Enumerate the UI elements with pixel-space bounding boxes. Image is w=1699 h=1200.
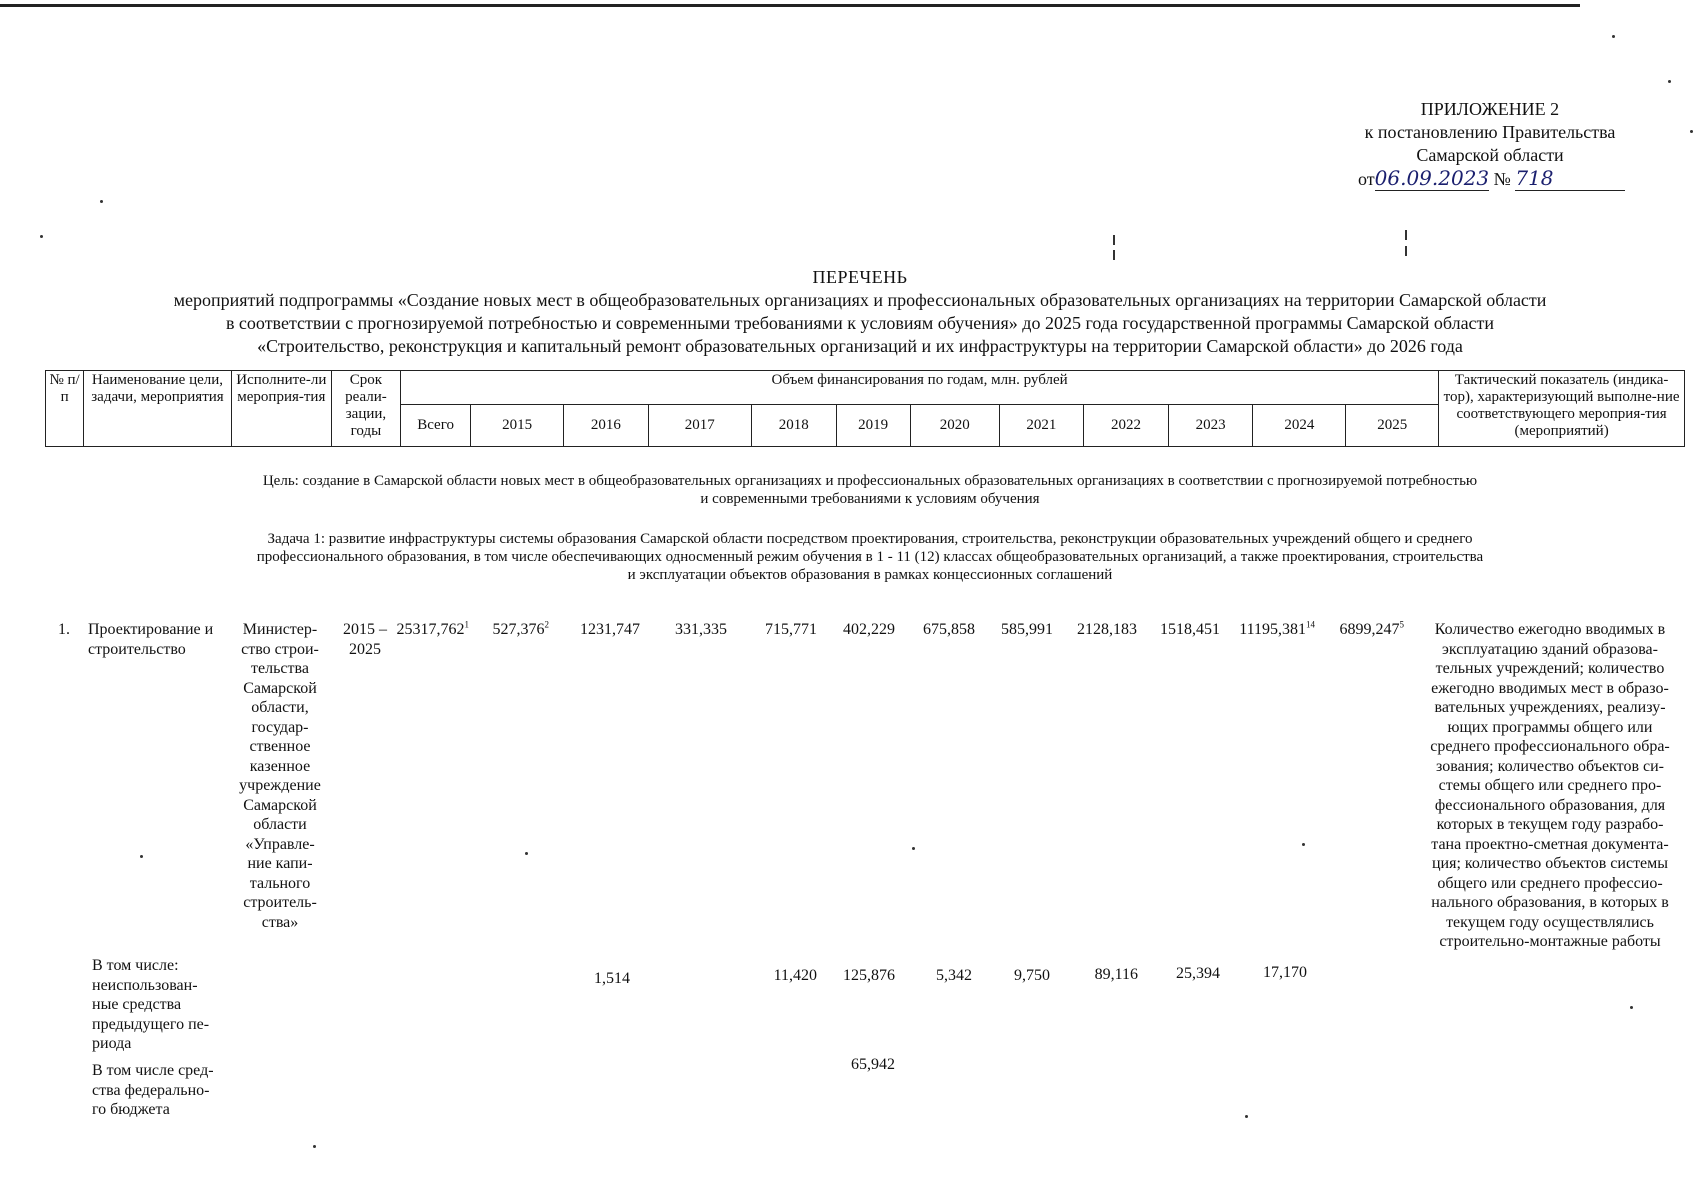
- table-row: [0, 619, 1699, 950]
- scan-speck: [40, 235, 43, 238]
- cell-2021: 9,750: [1014, 967, 1050, 984]
- row-period: [332, 620, 398, 659]
- heading-line-2: в соответствии с прогнозируемой потребностью и современными требованиями к условиям обучения» до 2025 года государственной программы Самарской области: [225, 313, 1495, 333]
- header-period: Срок реали-зации, годы: [331, 371, 400, 447]
- executor-line: Министер-: [242, 621, 318, 638]
- table-header: [45, 370, 1685, 447]
- goal-line-1: Цель: создание в Самарской области новых мест в общеобразовательных организациях и профессиональных образовательных организациях в соответствии с прогнозируемой потребностью: [262, 473, 1478, 489]
- executor-line: казенное: [249, 757, 311, 775]
- header-year: 2023: [1168, 405, 1253, 447]
- goal-text: [120, 472, 1620, 508]
- executor-line: Самарской: [243, 679, 317, 697]
- indicator-line: среднего профессионального обра-: [1430, 738, 1670, 755]
- row-name-line: го бюджета: [92, 1101, 170, 1118]
- cell-2021: 585,991: [1001, 621, 1053, 638]
- handwritten-number: 718: [1515, 167, 1625, 191]
- scan-mark: [1113, 235, 1115, 245]
- executor-line: государ-: [251, 718, 309, 736]
- indicator-line: ция; количество объектов системы: [1431, 855, 1669, 872]
- executor-line: Самарской: [243, 796, 317, 814]
- heading-title: ПЕРЕЧЕНЬ: [812, 267, 908, 287]
- value: 527,376: [492, 621, 545, 638]
- task-line-3: и эксплуатации объектов образования в рамках концессионных соглашений: [627, 567, 1113, 583]
- row-indicator: [1410, 620, 1690, 952]
- scan-mark: [1405, 230, 1407, 240]
- executor-line: области: [253, 816, 307, 833]
- handwritten-date: 06.09.2023: [1374, 166, 1490, 190]
- header-year: 2020: [910, 405, 999, 447]
- header-funding: Объем финансирования по годам, млн. рублей: [401, 371, 1439, 405]
- header-year: 2024: [1253, 405, 1346, 447]
- indicator-line: тельных учреждений; количество: [1435, 660, 1665, 677]
- indicator-line: строительно-монтажные работы: [1439, 933, 1661, 950]
- cell-2020: 5,342: [936, 967, 972, 984]
- scan-mark: [1113, 250, 1115, 260]
- task-text: [120, 530, 1620, 584]
- indicator-line: вательных учреждениях, реализу-: [1434, 699, 1666, 716]
- scan-speck: [1302, 843, 1305, 846]
- executor-line: ство строи-: [241, 640, 319, 658]
- cell-2018: 11,420: [773, 967, 817, 984]
- value: 11195,381: [1239, 621, 1306, 638]
- cell-2017: 331,335: [675, 621, 727, 638]
- indicator-line: общего или среднего профессио-: [1437, 874, 1663, 892]
- table-row: [0, 1055, 1699, 1135]
- indicator-line: Количество ежегодно вводимых в: [1434, 621, 1666, 638]
- header-name: Наименование цели, задачи, мероприятия: [84, 371, 232, 447]
- row-name-line: В том числе сред-: [92, 1062, 214, 1079]
- heading-line-3: «Строительство, реконструкция и капитальный ремонт образовательных организаций и их инфраструктуры на территории Самарской области» до 2026 года: [257, 336, 1463, 356]
- indicator-line: нального образования, в которых в: [1431, 894, 1669, 911]
- cell-2019: 65,942: [851, 1056, 895, 1073]
- scan-speck: [1690, 130, 1693, 133]
- header-year: 2021: [999, 405, 1084, 447]
- executor-line: тельства: [251, 660, 309, 677]
- executor-line: ства»: [261, 913, 299, 931]
- row-name-line: ства федерально-: [92, 1081, 210, 1099]
- header-executors: Исполните-ли мероприя-тия: [231, 371, 331, 447]
- appendix-line-1: к постановлению Правительства: [1364, 122, 1616, 142]
- cell-2016: 1231,747: [580, 621, 640, 638]
- heading-line-1: мероприятий подпрограммы «Создание новых мест в общеобразовательных организациях и профессиональных образовательных организациях на территории Самарской области: [173, 290, 1547, 310]
- executor-line: ние капи-: [247, 855, 313, 872]
- scan-speck: [100, 200, 103, 203]
- header-year: 2017: [648, 405, 751, 447]
- cell-2022: 89,116: [1094, 966, 1138, 983]
- number-label: №: [1493, 169, 1511, 189]
- footnote-mark: 2: [544, 619, 549, 630]
- footnote-mark: 1: [464, 619, 469, 630]
- indicator-line: ющих программы общего или: [1447, 718, 1653, 736]
- task-line-1: Задача 1: развитие инфраструктуры системы образования Самарской области посредством проектирования, строительства, реконструкции образовательных учреждений общего и среднего: [267, 531, 1473, 547]
- appendix-title: ПРИЛОЖЕНИЕ 2: [1420, 99, 1560, 119]
- row-name: [92, 956, 232, 1054]
- goal-line-2: и современными требованиями к условиям обучения: [700, 491, 1040, 507]
- row-name-line: В том числе:: [92, 957, 179, 974]
- header-year: 2019: [836, 405, 910, 447]
- scan-speck: [140, 855, 143, 858]
- document-heading: [60, 266, 1660, 358]
- indicator-line: эксплуатацию зданий образова-: [1442, 640, 1658, 658]
- row-name-line: Проектирование и: [88, 621, 214, 638]
- executor-line: ственное: [249, 738, 311, 755]
- scan-top-border: [0, 4, 1580, 7]
- header-num: № п/п: [46, 371, 84, 447]
- indicator-line: которых в текущем году разрабо-: [1436, 816, 1664, 833]
- cell-2024: 17,170: [1263, 964, 1307, 981]
- indicator-line: текущем году осуществлялись: [1446, 913, 1654, 931]
- row-executor: [230, 620, 330, 932]
- value: 6899,247: [1339, 621, 1400, 638]
- cell-2023: 1518,451: [1160, 621, 1220, 638]
- scan-speck: [1612, 35, 1615, 38]
- executor-line: учреждение: [239, 777, 321, 794]
- from-label: от: [1358, 169, 1375, 189]
- appendix-block: [1340, 98, 1640, 191]
- scan-speck: [525, 852, 528, 855]
- cell-total: [392, 620, 469, 640]
- row-name-line: риода: [92, 1035, 132, 1052]
- header-year: 2025: [1346, 405, 1439, 447]
- cell-2020: 675,858: [923, 621, 975, 638]
- cell-2019: 125,876: [843, 967, 895, 984]
- task-line-2: профессионального образования, в том числе обеспечивающих односменный режим обучения в 1 - 11 (12) классах общеобразовательных организаций, а также проектирования, строительства: [256, 549, 1484, 565]
- scan-speck: [1668, 80, 1671, 83]
- row-name-line: неиспользован-: [92, 976, 198, 994]
- indicator-line: фессионального образования, для: [1434, 796, 1666, 814]
- indicator-line: ежегодно вводимых мест в образо-: [1431, 679, 1669, 697]
- appendix-line-2: Самарской области: [1416, 145, 1564, 165]
- footnote-mark: 14: [1306, 619, 1315, 630]
- cell-2023: 25,394: [1176, 965, 1220, 982]
- header-year: 2015: [471, 405, 564, 447]
- row-name: [92, 1061, 232, 1120]
- executor-line: тального: [249, 874, 311, 892]
- indicator-line: тана проектно-сметная документа-: [1431, 835, 1669, 853]
- scan-speck: [313, 1145, 316, 1148]
- table-row: [0, 956, 1699, 1056]
- row-number: 1.: [58, 621, 70, 638]
- cell-2016: 1,514: [594, 970, 630, 987]
- value: 25317,762: [396, 621, 465, 638]
- header-year: 2022: [1084, 405, 1169, 447]
- cell-2025: [1318, 620, 1404, 640]
- row-name: [88, 620, 233, 659]
- scan-speck: [1630, 1006, 1633, 1009]
- header-indicator: Тактический показатель (индика-тор), характеризующий выполне-ние соответствующего мероприя-тия (мероприятий): [1439, 371, 1685, 447]
- header-year: 2016: [564, 405, 649, 447]
- scan-speck: [1245, 1115, 1248, 1118]
- header-total: Всего: [401, 405, 471, 447]
- row-name-line: ные средства: [92, 996, 182, 1013]
- period-line: 2025: [349, 640, 381, 658]
- executor-line: области,: [251, 699, 309, 716]
- cell-2018: 715,771: [765, 621, 817, 638]
- appendix-date-line: [1340, 167, 1640, 191]
- executor-line: «Управле-: [245, 835, 315, 853]
- executor-line: строитель-: [243, 894, 317, 911]
- indicator-line: зования; количество объектов си-: [1436, 757, 1664, 775]
- cell-2015: [480, 620, 549, 640]
- footnote-mark: 5: [1399, 619, 1404, 630]
- cell-2019: 402,229: [843, 621, 895, 638]
- period-line: 2015 –: [343, 621, 387, 638]
- scan-mark: [1405, 246, 1407, 256]
- scan-speck: [912, 847, 915, 850]
- indicator-line: стемы общего или среднего про-: [1438, 777, 1662, 794]
- cell-2024: [1225, 620, 1315, 640]
- row-name-line: предыдущего пе-: [92, 1015, 210, 1033]
- header-year: 2018: [751, 405, 836, 447]
- row-name-line: строительство: [88, 640, 186, 658]
- cell-2022: 2128,183: [1077, 621, 1137, 638]
